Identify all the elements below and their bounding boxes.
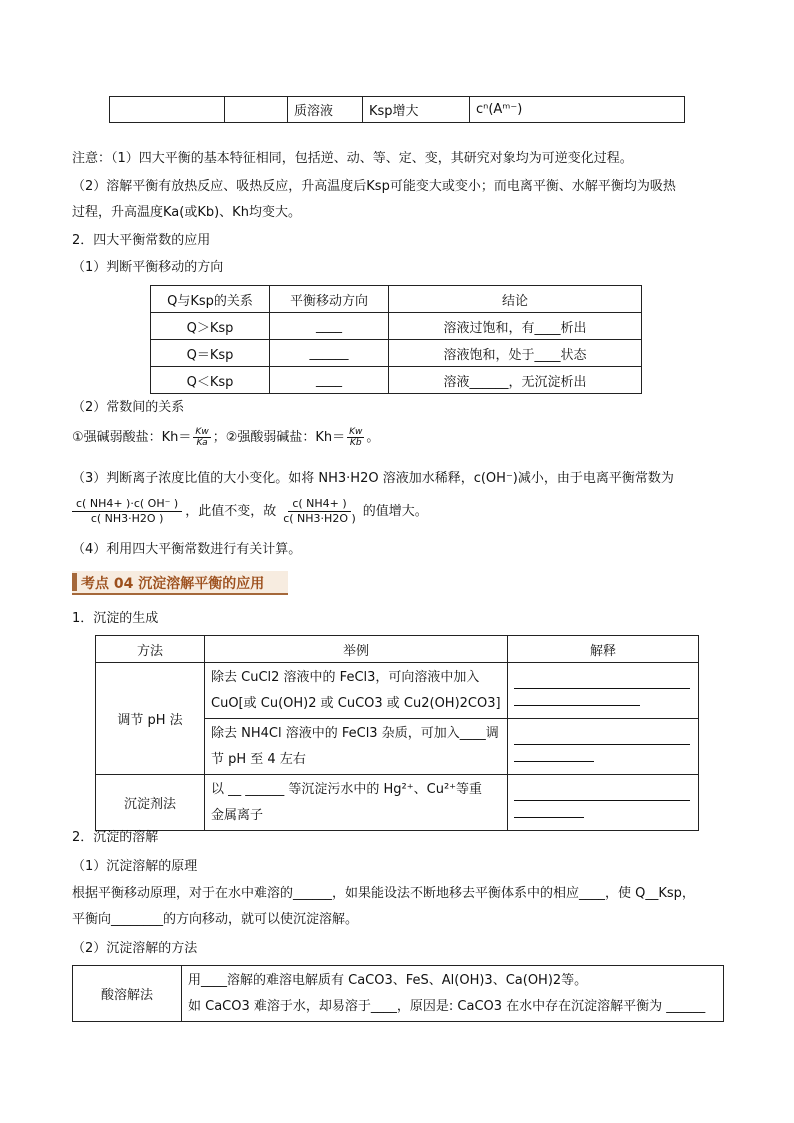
sub2-title: （2）常数间的关系 <box>72 400 185 415</box>
top-table <box>109 96 685 123</box>
heading-text: 考点 04 沉淀溶解平衡的应用 <box>81 576 265 592</box>
gen-title: 1．沉淀的生成 <box>72 611 159 626</box>
gen-header-2: 举例 <box>205 636 508 663</box>
gen-method-1: 调节 pH 法 <box>96 663 205 775</box>
relation-line <box>72 425 379 451</box>
q-header-1: Q与Ksp的关系 <box>151 286 270 313</box>
relation-frac1-num: Kw <box>195 427 209 437</box>
gen-header-3: 解释 <box>508 636 699 663</box>
top-cell-5: cⁿ(Aᵐ⁻) <box>470 97 685 123</box>
dis-line1: 根据平衡移动原理，对于在水中难溶的______，如果能设法不断地移去平衡体系中的相应____，使 Q__Ksp， <box>72 886 695 901</box>
top-cell-4: Ksp增大 <box>363 97 470 123</box>
top-cell-2 <box>225 97 288 123</box>
q-ksp-table <box>150 285 642 394</box>
relation-part1: ①强碱弱酸盐：Kh＝ <box>72 430 192 445</box>
relation-frac1 <box>193 427 210 448</box>
q-row3-dir: ____ <box>270 367 389 394</box>
gen-explain-2 <box>508 719 699 775</box>
q-row2-con: 溶液饱和，处于____状态 <box>389 340 642 367</box>
gen-explain-2-blank-b <box>514 749 594 762</box>
top-cell-3: 质溶液 <box>288 97 363 123</box>
heading-bar <box>72 573 77 591</box>
section-heading <box>72 571 288 595</box>
section2-sub1: （1）判断平衡移动的方向 <box>72 260 224 275</box>
q-row1-dir: ____ <box>270 313 389 340</box>
relation-frac2-den: Kb <box>349 438 362 448</box>
gen-explain-1-blank-a <box>514 676 690 689</box>
relation-frac2-num: Kw <box>349 427 363 437</box>
gen-explain-3 <box>508 775 699 831</box>
section2-title: 2．四大平衡常数的应用 <box>72 233 211 248</box>
dis-sub2: （2）沉淀溶解的方法 <box>72 941 198 956</box>
dis-table <box>72 965 724 1022</box>
q-row3-rel: Q＜Ksp <box>151 367 270 394</box>
dis-row1: 用____溶解的难溶电解质有 CaCO3、FeS、Al(OH)3、Ca(OH)2等。 <box>188 972 588 988</box>
sub3-end: 的值增大。 <box>362 504 428 519</box>
gen-example-1 <box>205 663 508 719</box>
gen-ex1-b: CuO[或 Cu(OH)2 或 CuCO3 或 Cu2(OH)2CO3] <box>211 695 501 711</box>
gen-explain-1-blank-b <box>514 693 640 706</box>
sub3-mid: ，此值不变，故 <box>185 504 277 519</box>
gen-ex1-a: 除去 CuCl2 溶液中的 FeCl3，可向溶液中加入 <box>211 669 480 685</box>
note-line-3: 过程，升高温度Ka(或Kb)、Kh均变大。 <box>72 205 301 220</box>
sub3-frac1-num: c( NH4+ )·c( OH⁻ ) <box>72 497 182 512</box>
gen-method-2: 沉淀剂法 <box>96 775 205 831</box>
gen-explain-1 <box>508 663 699 719</box>
dis-sub1: （1）沉淀溶解的原理 <box>72 859 198 874</box>
dis-line2: 平衡向________的方向移动，就可以使沉淀溶解。 <box>72 912 359 927</box>
gen-ex3-b: 金属离子 <box>211 807 264 823</box>
gen-example-2 <box>205 719 508 775</box>
gen-ex2-a: 除去 NH4Cl 溶液中的 FeCl3 杂质，可加入____调 <box>211 725 499 741</box>
sub3-frac2-den: c( NH3·H2O ) <box>283 512 356 525</box>
relation-frac1-den: Ka <box>196 438 208 448</box>
gen-explain-3-blank-a <box>514 788 690 801</box>
sub3-frac2 <box>279 497 360 526</box>
dis-method: 酸溶解法 <box>73 966 182 1022</box>
gen-header-1: 方法 <box>96 636 205 663</box>
top-cell-1 <box>110 97 225 123</box>
sub3-frac1-den: c( NH3·H2O ) <box>90 512 164 525</box>
sub3-frac2-num: c( NH4+ ) <box>288 497 350 512</box>
relation-part2: ；②强酸弱碱盐：Kh＝ <box>212 430 346 445</box>
gen-table <box>95 635 699 831</box>
q-row2-rel: Q＝Ksp <box>151 340 270 367</box>
q-header-3: 结论 <box>389 286 642 313</box>
q-row1-con: 溶液过饱和，有____析出 <box>389 313 642 340</box>
sub3-frac1 <box>72 497 182 526</box>
relation-frac2 <box>347 427 364 448</box>
gen-explain-2-blank-a <box>514 732 690 745</box>
gen-explain-3-blank-b <box>514 805 584 818</box>
sub3-line2 <box>72 496 428 528</box>
relation-part3: 。 <box>366 430 380 445</box>
note-line-2: （2）溶解平衡有放热反应、吸热反应，升高温度后Ksp可能变大或变小；而电离平衡、水解平衡均为吸热 <box>72 179 676 194</box>
q-row2-dir: ______ <box>270 340 389 367</box>
dis-row2: 如 CaCO3 难溶于水，却易溶于____，原因是: CaCO3 在水中存在沉淀溶解平衡为 ______ <box>188 998 706 1014</box>
note-line-1: 注意：（1）四大平衡的基本特征相同，包括逆、动、等、定、变，其研究对象均为可逆变化过程。 <box>72 151 633 166</box>
sub3-line1: （3）判断离子浓度比值的大小变化。如将 NH3·H2O 溶液加水稀释，c(OH⁻)减小，由于电离平衡常数为 <box>72 471 674 486</box>
sub4-line: （4）利用四大平衡常数进行有关计算。 <box>72 542 302 557</box>
q-header-2: 平衡移动方向 <box>270 286 389 313</box>
q-row3-con: 溶液______，无沉淀析出 <box>389 367 642 394</box>
dis-content <box>182 966 724 1022</box>
dis-title: 2．沉淀的溶解 <box>72 830 159 845</box>
gen-ex3-a: 以 __ ______ 等沉淀污水中的 Hg²⁺、Cu²⁺等重 <box>211 781 483 797</box>
q-row1-rel: Q＞Ksp <box>151 313 270 340</box>
gen-example-3 <box>205 775 508 831</box>
gen-ex2-b: 节 pH 至 4 左右 <box>211 751 306 767</box>
